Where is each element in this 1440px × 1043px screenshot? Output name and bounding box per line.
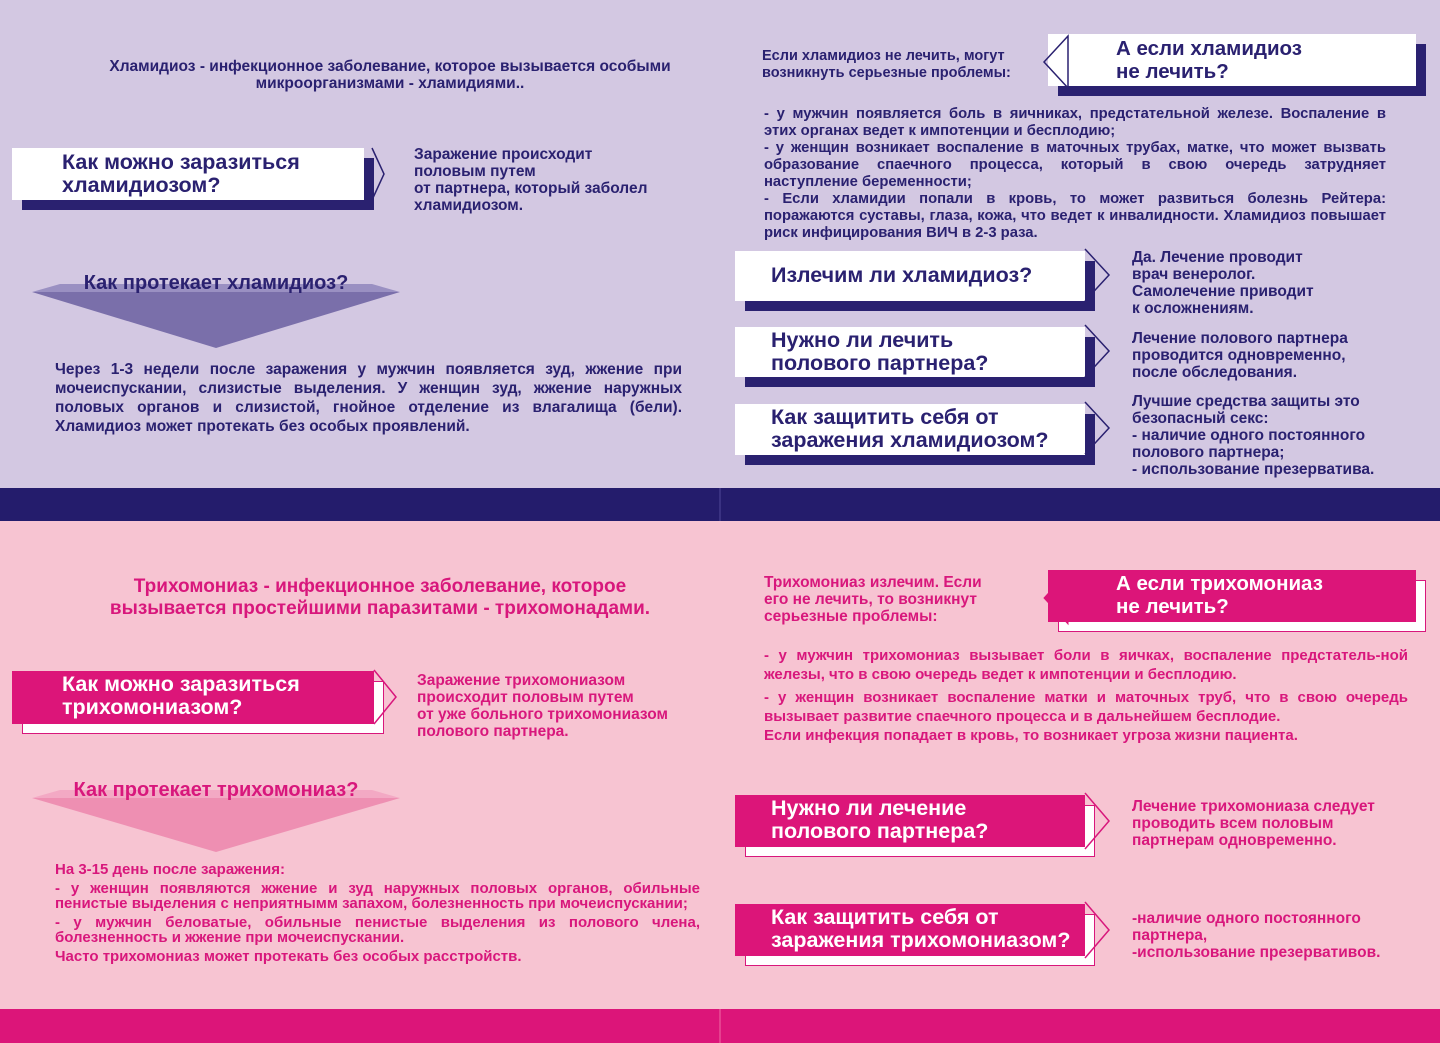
course-paragraph: - у женщин появляются жжение и зуд наружных половых органов, обильные пенистые выделения с неприятнымм запахом, болезненность при мочеиспускании; bbox=[55, 879, 700, 912]
trich-course-question: Как протекает трихомониаз? bbox=[73, 779, 359, 801]
intro-line: Трихомониаз - инфекционное заболевание, которое bbox=[133, 576, 627, 597]
answer-line: проводить всем половым bbox=[1132, 815, 1334, 832]
trich-infect-answer bbox=[417, 672, 717, 740]
trich-untreated-question-box bbox=[1048, 570, 1426, 632]
answer-line: Заражение происходит bbox=[414, 146, 593, 163]
question-line: А если трихомониаз bbox=[1116, 572, 1323, 595]
question-line: Излечим ли хламидиоз? bbox=[771, 263, 1033, 287]
intro-line: вызывается простейшими паразитами - трихомонадами. bbox=[109, 598, 651, 619]
answer-line: -наличие одного постоянного bbox=[1132, 910, 1361, 927]
question-line: хламидиозом? bbox=[62, 173, 221, 197]
lead-line: Если хламидиоз не лечить, могут bbox=[762, 48, 1005, 64]
chlamydia-protect-question-box bbox=[735, 404, 1095, 465]
answer-line: - наличие одного постоянного bbox=[1132, 427, 1366, 444]
answer-line: -использование презервативов. bbox=[1132, 944, 1381, 961]
detail-paragraph: - у женщин возникает воспаление матки и маточных труб, что в свою очередь вызывает развитие спаечного процесса и в дальнейшем бесплодие. bbox=[764, 689, 1408, 725]
question-line: заражения трихомониазом? bbox=[771, 928, 1071, 952]
detail-paragraph: - у мужчин появляется боль в яичниках, предстательной железе. Воспаление в этих органах ведет к импотенции и бесплодию; bbox=[764, 106, 1386, 139]
chlamydia-curable-question-box bbox=[735, 251, 1095, 311]
answer-line: Заражение трихомониазом bbox=[417, 672, 626, 689]
trich-partner-question-box bbox=[735, 795, 1095, 857]
trich-untreated-lead bbox=[764, 574, 1034, 625]
question-line: Нужно ли лечить bbox=[771, 328, 954, 352]
trich-untreated-details bbox=[764, 646, 1408, 745]
answer-line: полового партнера; bbox=[1132, 444, 1285, 461]
arrow-left-icon bbox=[1042, 34, 1082, 96]
chlamydia-untreated-question-box bbox=[1048, 34, 1426, 96]
chlamydia-intro: Хламидиоз - инфекционное заболевание, которое вызывается особыми микроорганизмами - хламидиями.. bbox=[109, 58, 671, 92]
question-line: Как защитить себя от bbox=[771, 405, 999, 429]
course-paragraph: - у мужчин беловатые, обильные пенистые выделения из полового члена, болезненность и жжение при мочеиспускании. bbox=[55, 913, 700, 946]
chlamydia-curable-answer bbox=[1132, 249, 1422, 317]
detail-paragraph: Если инфекция попадает в кровь, то возникает угроза жизни пациента. bbox=[764, 727, 1298, 744]
question-line: А если хламидиоз bbox=[1116, 37, 1303, 60]
answer-line: происходит половым путем bbox=[417, 689, 634, 706]
answer-line: безопасный секс: bbox=[1132, 410, 1269, 427]
answer-line: после обследования. bbox=[1132, 364, 1298, 381]
course-line: На 3-15 день после заражения: bbox=[55, 861, 285, 878]
answer-line: Да. Лечение проводит bbox=[1132, 249, 1303, 266]
trich-partner-answer bbox=[1132, 798, 1432, 849]
chlamydia-course-text: Через 1-3 недели после заражения у мужчин появляется зуд, жжение при мочеиспускании, слизистые выделения. У женщин зуд, жжение наружных половых органов и слизистой, гнойное отделение из влагалища (бели). Хламидиоз может протекать без особых проявлений. bbox=[55, 361, 682, 435]
fold-line-top bbox=[719, 488, 721, 521]
chlamydia-untreated-details bbox=[764, 106, 1386, 242]
lead-line: его не лечить, то возникнут bbox=[764, 591, 977, 608]
lead-line: возникнуть серьезные проблемы: bbox=[762, 65, 1011, 81]
chlamydia-partner-answer bbox=[1132, 330, 1422, 381]
chlamydia-course-question: Как протекает хламидиоз? bbox=[83, 272, 349, 294]
trich-infect-question-box bbox=[12, 671, 384, 734]
answer-line: врач венеролог. bbox=[1132, 266, 1256, 283]
arrow-left-icon bbox=[1042, 570, 1082, 632]
chlamydia-protect-answer bbox=[1132, 393, 1432, 478]
lead-line: Трихомониаз излечим. Если bbox=[764, 574, 982, 591]
answer-line: партнерам одновременно. bbox=[1132, 832, 1337, 849]
answer-line: хламидиозом. bbox=[414, 197, 524, 214]
detail-paragraph: - Если хламидии попали в кровь, то может развиться болезнь Рейтера: поражаются суставы, глаза, кожа, что ведет к инвалидности. Хламидиоз повышает риск инфицирования ВИЧ в 2-3 раза. bbox=[764, 191, 1386, 241]
question-line: полового партнера? bbox=[771, 819, 989, 843]
fold-line-bottom bbox=[719, 1009, 721, 1043]
answer-line: половым путем bbox=[414, 163, 536, 180]
question-line: не лечить? bbox=[1116, 595, 1229, 618]
question-line: не лечить? bbox=[1116, 60, 1229, 83]
question-line: полового партнера? bbox=[771, 351, 989, 375]
trich-protect-answer bbox=[1132, 910, 1432, 961]
answer-line: полового партнера. bbox=[417, 723, 569, 740]
answer-line: партнера, bbox=[1132, 927, 1208, 944]
lead-line: серьезные проблемы: bbox=[764, 608, 938, 625]
chlamydia-infect-answer bbox=[414, 146, 714, 214]
question-line: трихомониазом? bbox=[62, 695, 243, 719]
answer-line: - использование презерватива. bbox=[1132, 461, 1375, 478]
answer-line: Лучшие средства защиты это bbox=[1132, 393, 1360, 410]
detail-paragraph: - у мужчин трихомониаз вызывает боли в яичках, воспаление предстатель-ной железы, что в свою очередь ведет к импотенции и бесплодию. bbox=[764, 647, 1408, 683]
answer-line: Лечение трихомониаза следует bbox=[1132, 798, 1375, 815]
chlamydia-partner-question-box bbox=[735, 327, 1095, 387]
answer-line: к осложнениям. bbox=[1132, 300, 1254, 317]
course-line: Часто трихомониаз может протекать без особых расстройств. bbox=[55, 947, 522, 965]
answer-line: Лечение полового партнера bbox=[1132, 330, 1348, 347]
trich-course-text bbox=[55, 862, 700, 964]
question-line: Как защитить себя от bbox=[771, 905, 999, 929]
trich-protect-question-box bbox=[735, 904, 1095, 966]
detail-paragraph: - у женщин возникает воспаление в маточных трубах, матке, что может вызвать образование спаечного процесса, который в свою очередь затрудняет наступление беременности; bbox=[764, 140, 1386, 190]
question-line: Как можно заразиться bbox=[62, 150, 300, 174]
answer-line: проводится одновременно, bbox=[1132, 347, 1346, 364]
answer-line: от уже больного трихомониазом bbox=[417, 706, 668, 723]
trich-intro bbox=[40, 576, 720, 620]
answer-line: от партнера, который заболел bbox=[414, 180, 648, 197]
question-line: Нужно ли лечение bbox=[771, 796, 967, 820]
answer-line: Самолечение приводит bbox=[1132, 283, 1314, 300]
chlamydia-untreated-lead bbox=[762, 48, 1052, 82]
question-line: Как можно заразиться bbox=[62, 672, 300, 696]
chlamydia-infect-question-box bbox=[12, 148, 374, 210]
question-line: заражения хламидиозом? bbox=[771, 428, 1049, 452]
